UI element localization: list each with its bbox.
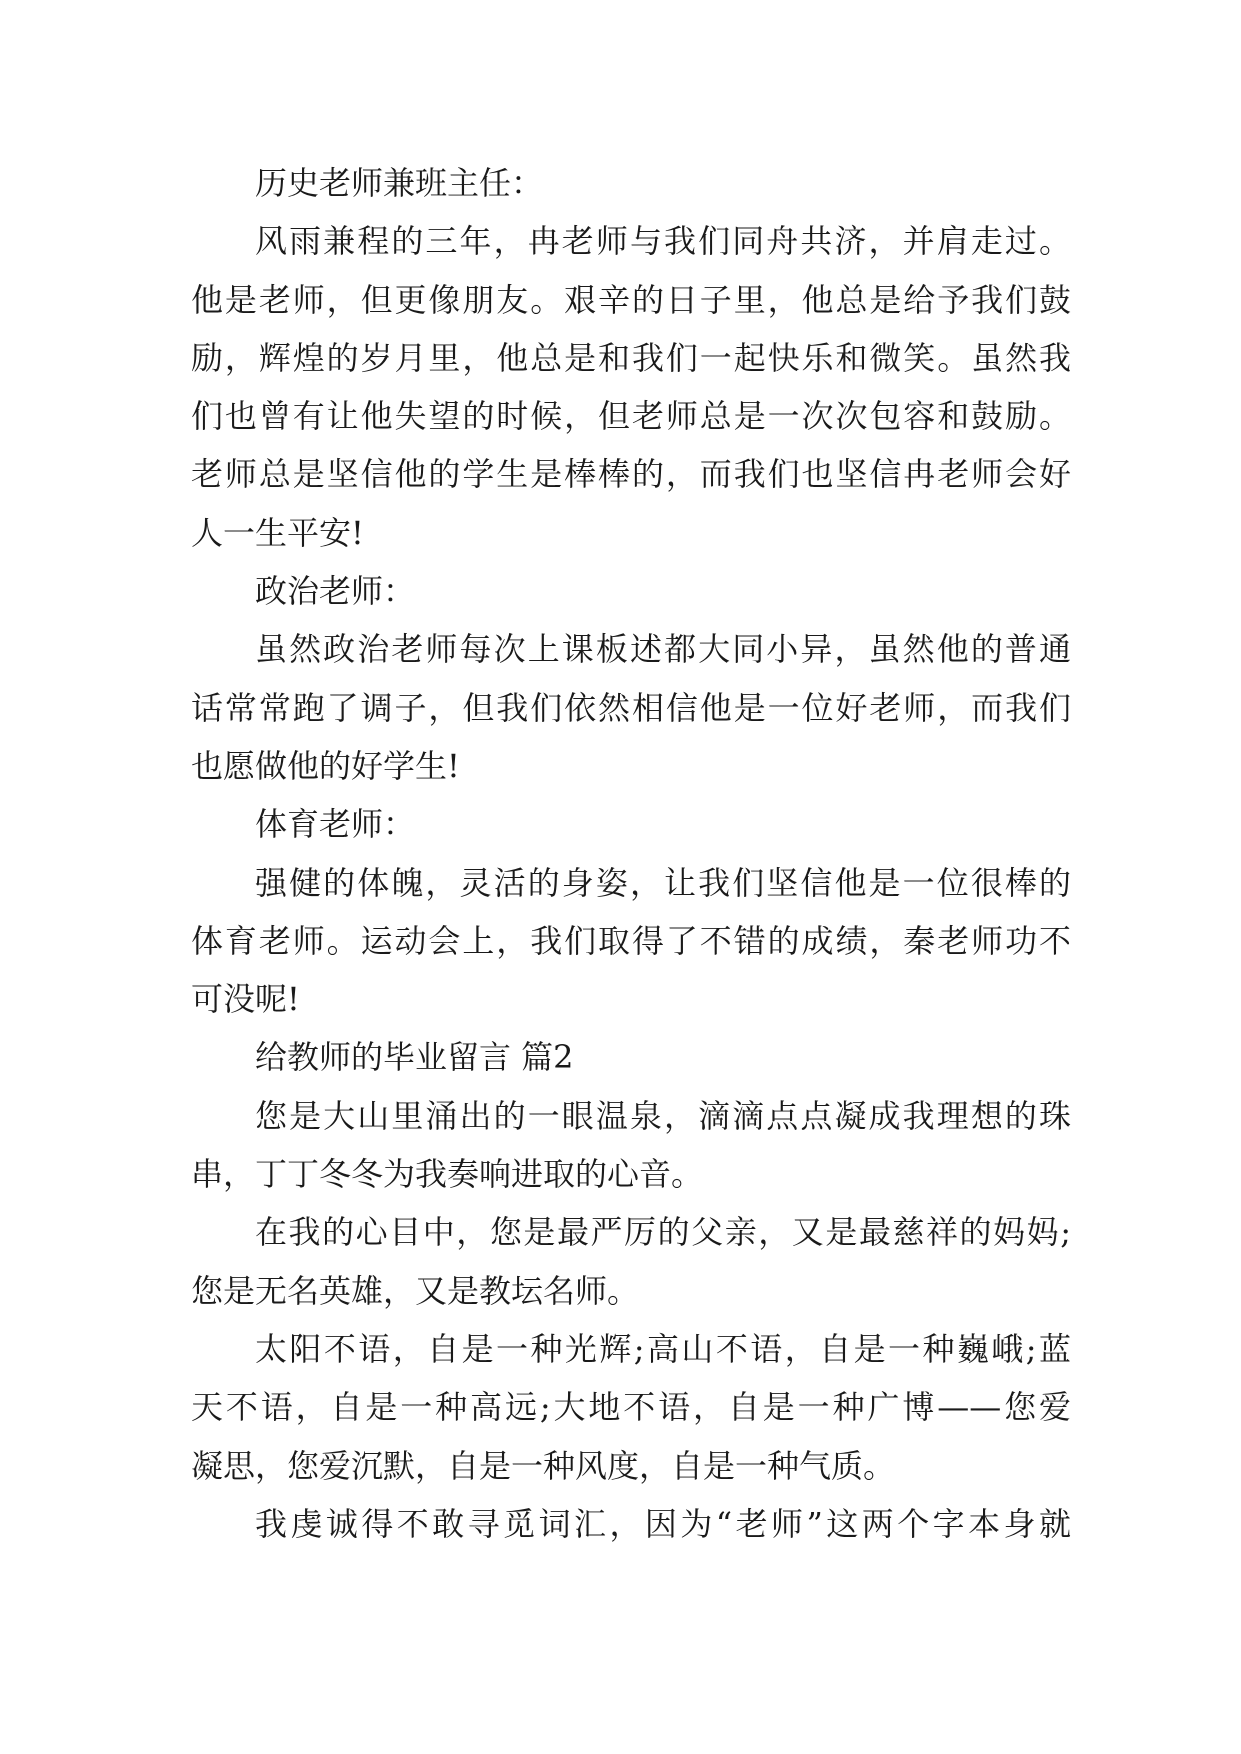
paragraph-line: 凝思，您爱沉默，自是一种风度，自是一种气质。	[191, 1446, 896, 1485]
section-heading-history-teacher: 历史老师兼班主任：	[255, 164, 544, 202]
section-heading-politics-teacher: 政治老师：	[255, 572, 416, 611]
paragraph-line: 体育老师。运动会上，我们取得了不错的成绩，秦老师功不	[191, 921, 1071, 960]
paragraph-line: 话常常跑了调子，但我们依然相信他是一位好老师，而我们	[191, 688, 1071, 727]
article-title: 给教师的毕业留言 篇2	[255, 1038, 574, 1077]
paragraph-line: 老师总是坚信他的学生是棒棒的，而我们也坚信冉老师会好	[191, 455, 1071, 494]
paragraph-line: 风雨兼程的三年，冉老师与我们同舟共济，并肩走过。	[255, 222, 1071, 261]
document-body	[191, 154, 1071, 1553]
paragraph-line: 太阳不语，自是一种光辉;高山不语，自是一种巍峨;蓝	[255, 1329, 1071, 1368]
paragraph-line: 天不语，自是一种高远;大地不语，自是一种广博——您爱	[191, 1388, 1071, 1427]
section-heading-pe-teacher: 体育老师：	[255, 805, 416, 844]
paragraph-line: 可没呢!	[191, 980, 300, 1019]
paragraph-line: 我虔诚得不敢寻觅词汇，因为“老师”这两个字本身就	[255, 1504, 1071, 1543]
paragraph-line: 也愿做他的好学生!	[191, 746, 460, 785]
paragraph-line: 励，辉煌的岁月里，他总是和我们一起快乐和微笑。虽然我	[191, 338, 1071, 377]
paragraph-line: 虽然政治老师每次上课板述都大同小异，虽然他的普通	[255, 630, 1071, 669]
paragraph-line: 您是大山里涌出的一眼温泉，滴滴点点凝成我理想的珠	[255, 1096, 1071, 1135]
paragraph-line: 您是无名英雄，又是教坛名师。	[191, 1271, 640, 1310]
paragraph-line: 他是老师，但更像朋友。艰辛的日子里，他总是给予我们鼓	[191, 280, 1071, 319]
paragraph-line: 强健的体魄，灵活的身姿，让我们坚信他是一位很棒的	[255, 863, 1071, 902]
paragraph-line: 人一生平安!	[191, 513, 364, 552]
paragraph-line: 串，丁丁冬冬为我奏响进取的心音。	[191, 1155, 704, 1194]
paragraph-line: 在我的心目中，您是最严厉的父亲，又是最慈祥的妈妈;	[255, 1213, 1071, 1252]
paragraph-line: 们也曾有让他失望的时候，但老师总是一次次包容和鼓励。	[191, 397, 1071, 436]
